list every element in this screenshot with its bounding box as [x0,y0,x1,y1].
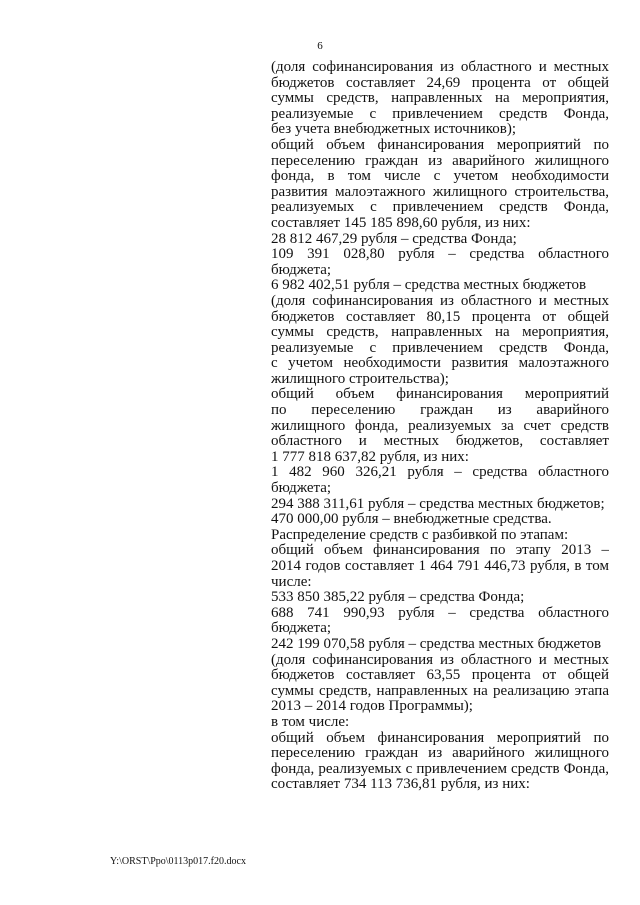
text-line: 1 482 960 326,21 рубля – средства областного [271,465,609,481]
text-line: 470 000,00 рубля – внебюджетные средства. [271,512,552,528]
text-line: жилищного строительства); [271,371,449,387]
text-line: по переселению граждан из аварийного [271,403,609,419]
document-body [271,60,609,793]
text-line: 2013 – 2014 годов Программы); [271,699,473,715]
text-line: 294 388 311,61 рубля – средства местных бюджетов; [271,496,605,512]
text-line: фонда, в том числе с учетом необходимости [271,169,609,185]
text-line: 1 777 818 637,82 рубля, из них: [271,449,469,465]
file-path-footer: Y:\ORST\Ppo\0113p017.f20.docx [110,856,246,867]
text-line: бюджета; [271,481,332,497]
text-line: (доля софинансирования из областного и местных [271,293,609,309]
text-line: 688 741 990,93 рубля – средства областного [271,605,609,621]
text-line: общий объем финансирования по этапу 2013 – [271,543,609,559]
text-line: в том числе: [271,714,350,730]
text-line: суммы средств, направленных на реализацию этапа [271,683,609,699]
text-line: бюджетов составляет 80,15 процента от общей [271,309,609,325]
text-line: общий объем финансирования мероприятий [271,387,609,403]
text-line: бюджетов составляет 24,69 процента от общей [271,75,609,91]
text-line: жилищного фонда, реализуемых за счет средств [271,418,609,434]
text-line: переселению граждан из аварийного жилищного [271,153,609,169]
text-line: 533 850 385,22 рубля – средства Фонда; [271,590,525,606]
text-line: числе: [271,574,312,590]
text-line: 28 812 467,29 рубля – средства Фонда; [271,231,517,247]
text-line: общий объем финансирования мероприятий по [271,137,609,153]
text-line: общий объем финансирования мероприятий по [271,730,609,746]
text-line: бюджета; [271,262,332,278]
page-number: 6 [317,40,323,52]
text-line: бюджетов составляет 63,55 процента от общей [271,668,609,684]
text-line: суммы средств, направленных на мероприятия, [271,91,609,107]
text-line: 242 199 070,58 рубля – средства местных бюджетов [271,636,602,652]
text-line: составляет 734 113 736,81 рубля, из них: [271,777,530,793]
text-line: суммы средств, направленных на мероприятия, [271,325,609,341]
text-line: (доля софинансирования из областного и местных [271,652,609,668]
text-line: фонда, реализуемых с привлечением средств Фонда, [271,761,609,777]
text-line: 6 982 402,51 рубля – средства местных бюджетов [271,278,587,294]
text-line: с учетом необходимости развития малоэтажного [271,356,609,372]
text-line: реализуемых с привлечением средств Фонда, [271,200,609,216]
text-line: реализуемые с привлечением средств Фонда, [271,340,609,356]
text-line: развития малоэтажного жилищного строительства, [271,184,609,200]
text-line: без учета внебюджетных источников); [271,122,517,138]
text-line: бюджета; [271,621,332,637]
text-line: составляет 145 185 898,60 рубля, из них: [271,215,531,231]
text-line: Распределение средств с разбивкой по этапам: [271,527,569,543]
text-line: (доля софинансирования из областного и местных [271,60,609,75]
text-line: переселению граждан из аварийного жилищного [271,746,609,762]
text-line: 2014 годов составляет 1 464 791 446,73 рубля, в том [271,559,609,574]
text-line: 109 391 028,80 рубля – средства областного [271,247,609,263]
text-line: реализуемые с привлечением средств Фонда, [271,106,609,122]
text-line: областного и местных бюджетов, составляет [271,434,609,450]
